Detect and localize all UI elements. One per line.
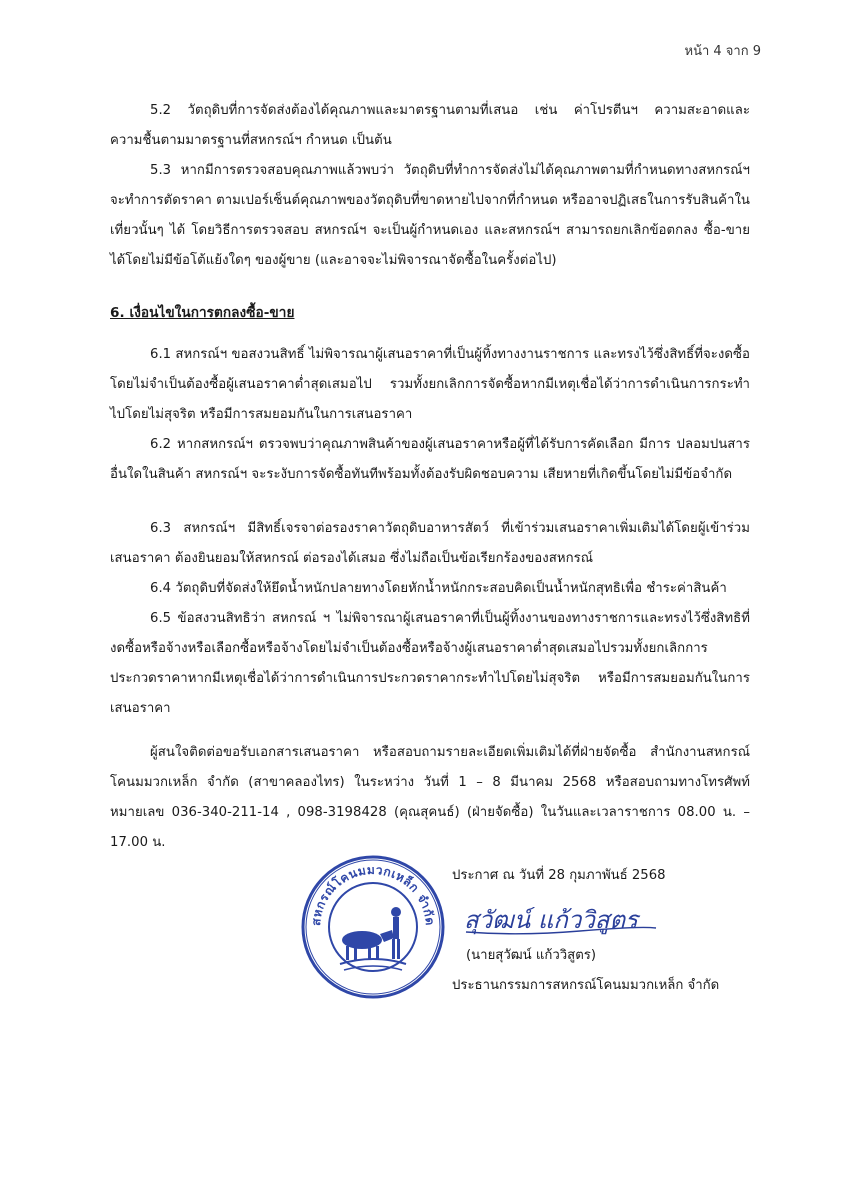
clause-6-2: 6.2 หากสหกรณ์ฯ ตรวจพบว่าคุณภาพสินค้าของผู้เสนอราคาหรือผู้ที่ได้รับการคัดเลือก มีการ ปลอมปนสารอื่นใดในสินค้า สหกรณ์ฯ จะระงับการจัดซื้อทันทีพร้อมทั้งต้องรับผิดชอบความ เสียหายที่เกิดขึ้นโดยไม่มีข้อจำกัด [110,437,750,482]
signer-name: (นายสุวัฒน์ แก้ววิสูตร) [466,948,597,963]
signer-title: ประธานกรรมการสหกรณ์โคนมมวกเหล็ก จำกัด [452,978,720,993]
contact-paragraph: ผู้สนใจติดต่อขอรับเอกสารเสนอราคา หรือสอบถามรายละเอียดเพิ่มเติมได้ที่ฝ่ายจัดซื้อ สำนักงานสหกรณ์โคนมมวกเหล็ก จำกัด (สาขาคลองไทร) ในระหว่าง วันที่ 1 – 8 มีนาคม 2568 หรือสอบถามทางโทรศัพท์ หมายเลข 036-340-211-14 , 098-3198428 (คุณสุคนธ์) (ฝ่ายจัดซื้อ) ในวันและเวลาราชการ 08.00 น. – 17.00 น. [110,745,750,850]
signature-script-text: สุวัฒน์ แก้ววิสูตร [464,906,638,934]
clause-5-2: 5.2 วัตถุดิบที่การจัดส่งต้องได้คุณภาพและมาตรฐานตามที่เสนอ เช่น ค่าโปรตีนฯ ความสะอาดและความชื้นตามมาตรฐานที่สหกรณ์ฯ กำหนด เป็นต้น [110,103,750,148]
spacer [110,490,750,514]
clause-6-1: 6.1 สหกรณ์ฯ ขอสงวนสิทธิ์ ไม่พิจารณาผู้เสนอราคาที่เป็นผู้ทิ้งทางงานราชการ และทรงไว้ซึ่งสิทธิ์ที่จะงดซื้อโดยไม่จำเป็นต้องซื้อผู้เสนอราคาต่ำสุดเสมอไป รวมทั้งยกเลิกการจัดซื้อหากมีเหตุเชื่อได้ว่าการดำเนินการกระทำไปโดยไม่สุจริต หรือมีการสมยอมกันในการเสนอราคา [110,347,750,422]
clause-5-3: 5.3 หากมีการตรวจสอบคุณภาพแล้วพบว่า วัตถุดิบที่ทำการจัดส่งไม่ได้คุณภาพตามที่กำหนดทางสหกรณ์ฯ จะทำการตัดราคา ตามเปอร์เซ็นต์คุณภาพของวัตถุดิบที่ขาดหายไปจากที่กำหนด หรืออาจปฏิเสธในการรับสินค้าในเที่ยวนั้นๆ ได้ โดยวิธีการตรวจสอบ สหกรณ์ฯ จะเป็นผู้กำหนดเอง และสหกรณ์ฯ สามารถยกเลิกข้อตกลง ซื้อ-ขายได้โดยไม่มีข้อโต้แย้งใดๆ ของผู้ขาย (และอาจจะไม่พิจารณาจัดซื้อในครั้งต่อไป) [110,163,750,268]
handwritten-signature-icon [460,898,660,938]
clause-6-3: 6.3 สหกรณ์ฯ มีสิทธิ์เจรจาต่อรองราคาวัตถุดิบอาหารสัตว์ ที่เข้าร่วมเสนอราคาเพิ่มเติมได้โดยผู้เข้าร่วมเสนอราคา ต้องยินยอมให้สหกรณ์ ต่อรองได้เสมอ ซึ่งไม่ถือเป็นข้อเรียกร้องของสหกรณ์ [110,521,750,566]
spacer [110,724,750,738]
document-body [110,96,750,858]
seal-text: สหกรณ์โคนมมวกเหล็ก จำกัด [308,862,438,927]
cooperative-seal-icon [300,854,446,1000]
signature-block [300,854,720,1024]
clause-6-5: 6.5 ข้อสงวนสิทธิว่า สหกรณ์ ฯ ไม่พิจารณาผู้เสนอราคาที่เป็นผู้ทิ้งงานของทางราชการและทรงไว้ซึ่งสิทธิที่งดซื้อหรือจ้างหรือเลือกซื้อหรือจ้างโดยไม่จำเป็นต้องซื้อหรือจ้างผู้เสนอราคาต่ำสุดเสมอไปรวมทั้งยกเลิกการประกวดราคาหากมีเหตุเชื่อได้ว่าการดำเนินการประกวดราคากระทำไปโดยไม่สุจริต หรือมีการสมยอมกันในการเสนอราคา [110,611,750,716]
section-6-heading: 6. เงื่อนไขในการตกลงซื้อ-ขาย [110,305,295,321]
page-number: หน้า 4 จาก 9 [684,44,761,59]
clause-6-4: 6.4 วัตถุดิบที่จัดส่งให้ยึดน้ำหนักปลายทางโดยหักน้ำหนักกระสอบคิดเป็นน้ำหนักสุทธิเพื่อ ชำระค่าสินค้า [150,581,727,596]
announcement-date: ประกาศ ณ วันที่ 28 กุมภาพันธ์ 2568 [452,868,666,883]
